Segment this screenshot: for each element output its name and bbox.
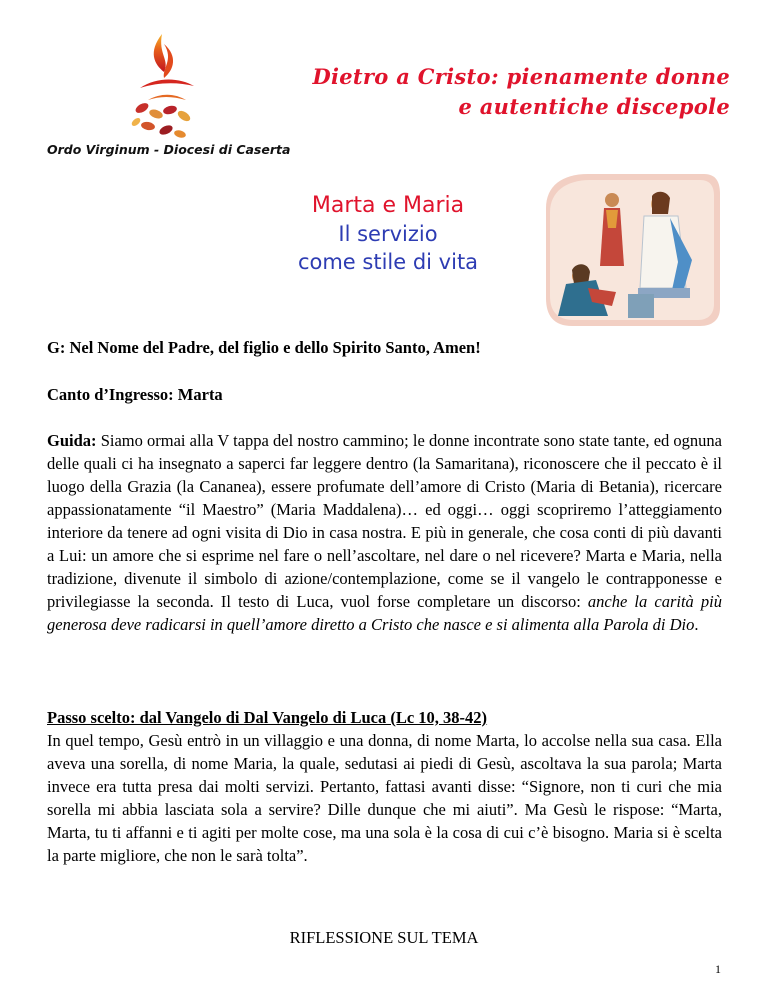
gospel-passage-heading: Passo scelto: dal Vangelo di Dal Vangelo di Luca (Lc 10, 38-42) bbox=[47, 708, 488, 727]
organization-name: Ordo Virginum - Diocesi di Caserta bbox=[47, 142, 291, 157]
series-title-line1: Dietro a Cristo: pienamente donne bbox=[312, 64, 730, 89]
guide-text-end: . bbox=[694, 615, 699, 634]
series-title bbox=[312, 62, 730, 122]
series-title-line2: e autentiche discepole bbox=[458, 94, 730, 119]
guide-paragraph bbox=[47, 429, 722, 636]
guide-italic-text: anche la carità più generosa deve radicarsi in quell’amore diretto a Cristo che nasce e si alimenta alla Parola di Dio bbox=[47, 592, 723, 634]
entrance-hymn: Canto d’Ingresso: Marta bbox=[47, 385, 223, 404]
martha-mary-jesus-illustration bbox=[532, 168, 722, 328]
page-number: 1 bbox=[715, 962, 721, 976]
document-title: Marta e Maria bbox=[311, 193, 465, 218]
gospel-passage-text: In quel tempo, Gesù entrò in un villaggio e una donna, di nome Marta, lo accolse nella sua casa. Ella aveva una sorella, di nome Maria, la quale, sedutasi ai piedi di Gesù, ascoltava la sua parola; Marta invece era tutta presa dai molti servizi. Pertanto, fattasi avanti disse: “Signore, non ti curi che mia sorella mi abbia lasciata sola a servire? Dille dunque che mi aiuti”. Ma Gesù le rispose: “Marta, Marta, tu ti affanni e ti agiti per molte cose, ma una sola è la cosa di cui c’è bisogno. Maria si è scelta la parte migliore, che non le sarà tolta”. bbox=[47, 731, 722, 865]
document-subtitle-line1: Il servizio bbox=[338, 222, 438, 246]
guide-text: Siamo ormai alla V tappa del nostro cammino; le donne incontrate sono state tante, ed ognuna delle quali ci ha insegnato a saperci far leggere dentro (la Samaritana), riconoscere che il peccato è il luogo della Grazia (la Cananea), essere profumate dell’amore di Cristo (Maria di Betania), ricercare appassionatamente “il Maestro” (Maria Maddalena)… ed oggi… oggi scopriremo l’atteggiamento interiore da tenere ad ogni visita di Dio in casa nostra. E più in generale, che cosa conti di più davanti a Lui: un amore che si esprime nel fare o nell’ascoltare, nel dare o nel ricevere? Marta e Maria, nella tradizione, divenute il simbolo di azione/contemplazione, come se il vangelo le contrapponesse e privilegiasse la seconda. Il testo di Luca, vuol forse completare un discorso: bbox=[47, 431, 722, 611]
ordo-virginum-logo bbox=[118, 30, 210, 148]
reflection-heading: RIFLESSIONE SUL TEMA bbox=[289, 928, 479, 947]
title-block bbox=[264, 192, 512, 276]
document-subtitle-line2: come stile di vita bbox=[297, 250, 479, 274]
guide-label: Guida: bbox=[47, 431, 97, 450]
opening-invocation: G: Nel Nome del Padre, del figlio e dello Spirito Santo, Amen! bbox=[47, 338, 481, 357]
